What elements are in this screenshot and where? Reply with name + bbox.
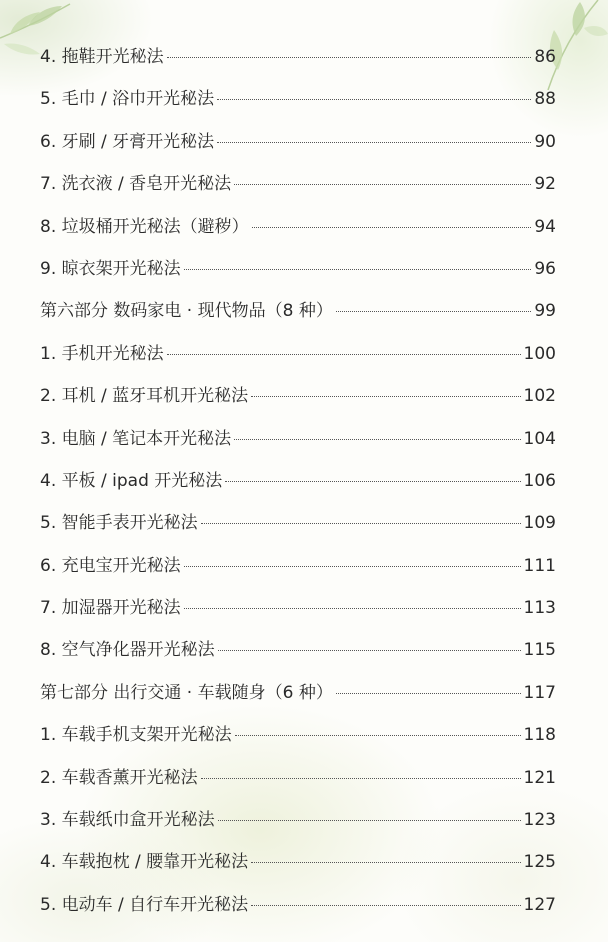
toc-entry-title: 2. 车载香薰开光秘法 [40, 767, 198, 788]
toc-dot-leader [336, 311, 532, 312]
toc-entry[interactable] [40, 672, 556, 714]
toc-entry[interactable] [40, 629, 556, 671]
toc-entry[interactable] [40, 841, 556, 883]
toc-entry-title: 第六部分 数码家电 · 现代物品（8 种） [40, 301, 333, 322]
toc-entry-page-number: 111 [523, 555, 556, 576]
toc-entry[interactable] [40, 206, 556, 248]
toc-dot-leader [235, 735, 521, 736]
toc-entry-title: 5. 电动车 / 自行车开光秘法 [40, 894, 249, 915]
toc-entry[interactable] [40, 714, 556, 756]
toc-entry-page-number: 127 [523, 894, 556, 915]
toc-dot-leader [251, 905, 520, 906]
toc-entry-title: 7. 洗衣液 / 香皂开光秘法 [40, 174, 232, 195]
toc-dot-leader [251, 396, 520, 397]
toc-dot-leader [217, 142, 531, 143]
toc-dot-leader [234, 184, 531, 185]
toc-dot-leader [184, 608, 521, 609]
toc-entry-title: 4. 车载抱枕 / 腰靠开光秘法 [40, 852, 249, 873]
toc-entry-page-number: 96 [534, 258, 556, 279]
toc-entry[interactable] [40, 757, 556, 799]
toc-entry[interactable] [40, 333, 556, 375]
toc-entry-title: 3. 电脑 / 笔记本开光秘法 [40, 428, 232, 449]
toc-entry-page-number: 113 [523, 598, 556, 619]
toc-entry-page-number: 88 [534, 89, 556, 110]
toc-dot-leader [167, 354, 521, 355]
toc-dot-leader [184, 269, 532, 270]
toc-entry-page-number: 104 [523, 428, 556, 449]
toc-entry-page-number: 102 [523, 386, 556, 407]
toc-entry[interactable] [40, 460, 556, 502]
toc-dot-leader [336, 693, 521, 694]
toc-entry-title: 6. 牙刷 / 牙膏开光秘法 [40, 131, 215, 152]
toc-entry-page-number: 99 [534, 301, 556, 322]
toc-dot-leader [234, 439, 520, 440]
toc-dot-leader [252, 227, 532, 228]
toc-entry-title: 1. 手机开光秘法 [40, 343, 164, 364]
toc-entry[interactable] [40, 36, 556, 78]
toc-entry[interactable] [40, 418, 556, 460]
toc-entry-page-number: 117 [523, 682, 556, 703]
toc-entry[interactable] [40, 290, 556, 332]
toc-entry-title: 8. 空气净化器开光秘法 [40, 640, 215, 661]
toc-entry[interactable] [40, 502, 556, 544]
toc-entry[interactable] [40, 799, 556, 841]
toc-entry-title: 7. 加湿器开光秘法 [40, 598, 181, 619]
toc-entry-title: 1. 车载手机支架开光秘法 [40, 725, 232, 746]
toc-entry-page-number: 109 [523, 513, 556, 534]
toc-dot-leader [201, 778, 521, 779]
toc-entry-page-number: 123 [523, 810, 556, 831]
toc-dot-leader [218, 820, 521, 821]
table-of-contents [40, 36, 556, 926]
toc-entry-page-number: 118 [523, 725, 556, 746]
toc-entry[interactable] [40, 78, 556, 120]
toc-entry[interactable] [40, 121, 556, 163]
toc-entry-title: 5. 智能手表开光秘法 [40, 513, 198, 534]
toc-entry[interactable] [40, 545, 556, 587]
toc-entry[interactable] [40, 884, 556, 926]
toc-entry-page-number: 92 [534, 174, 556, 195]
toc-entry-title: 6. 充电宝开光秘法 [40, 555, 181, 576]
toc-entry[interactable] [40, 248, 556, 290]
toc-dot-leader [184, 566, 521, 567]
toc-entry-title: 第七部分 出行交通 · 车载随身（6 种） [40, 682, 333, 703]
toc-entry-page-number: 125 [523, 852, 556, 873]
toc-entry-page-number: 106 [523, 470, 556, 491]
toc-entry-title: 4. 拖鞋开光秘法 [40, 47, 164, 67]
toc-entry-title: 8. 垃圾桶开光秘法（避秽） [40, 216, 249, 237]
toc-dot-leader [201, 523, 521, 524]
toc-entry-title: 4. 平板 / ipad 开光秘法 [40, 470, 223, 491]
toc-entry-page-number: 86 [534, 47, 556, 67]
toc-entry[interactable] [40, 587, 556, 629]
toc-entry-page-number: 121 [523, 767, 556, 788]
toc-dot-leader [218, 650, 521, 651]
toc-entry-title: 3. 车载纸巾盒开光秘法 [40, 810, 215, 831]
toc-entry-title: 5. 毛巾 / 浴巾开光秘法 [40, 89, 215, 110]
toc-entry-title: 9. 晾衣架开光秘法 [40, 258, 181, 279]
toc-dot-leader [167, 57, 532, 58]
toc-dot-leader [251, 862, 520, 863]
toc-dot-leader [225, 481, 520, 482]
toc-entry[interactable] [40, 375, 556, 417]
toc-dot-leader [217, 99, 531, 100]
toc-entry-page-number: 90 [534, 131, 556, 152]
toc-entry-page-number: 94 [534, 216, 556, 237]
toc-entry-title: 2. 耳机 / 蓝牙耳机开光秘法 [40, 386, 249, 407]
toc-entry-page-number: 100 [523, 343, 556, 364]
toc-entry[interactable] [40, 163, 556, 205]
toc-entry-page-number: 115 [523, 640, 556, 661]
